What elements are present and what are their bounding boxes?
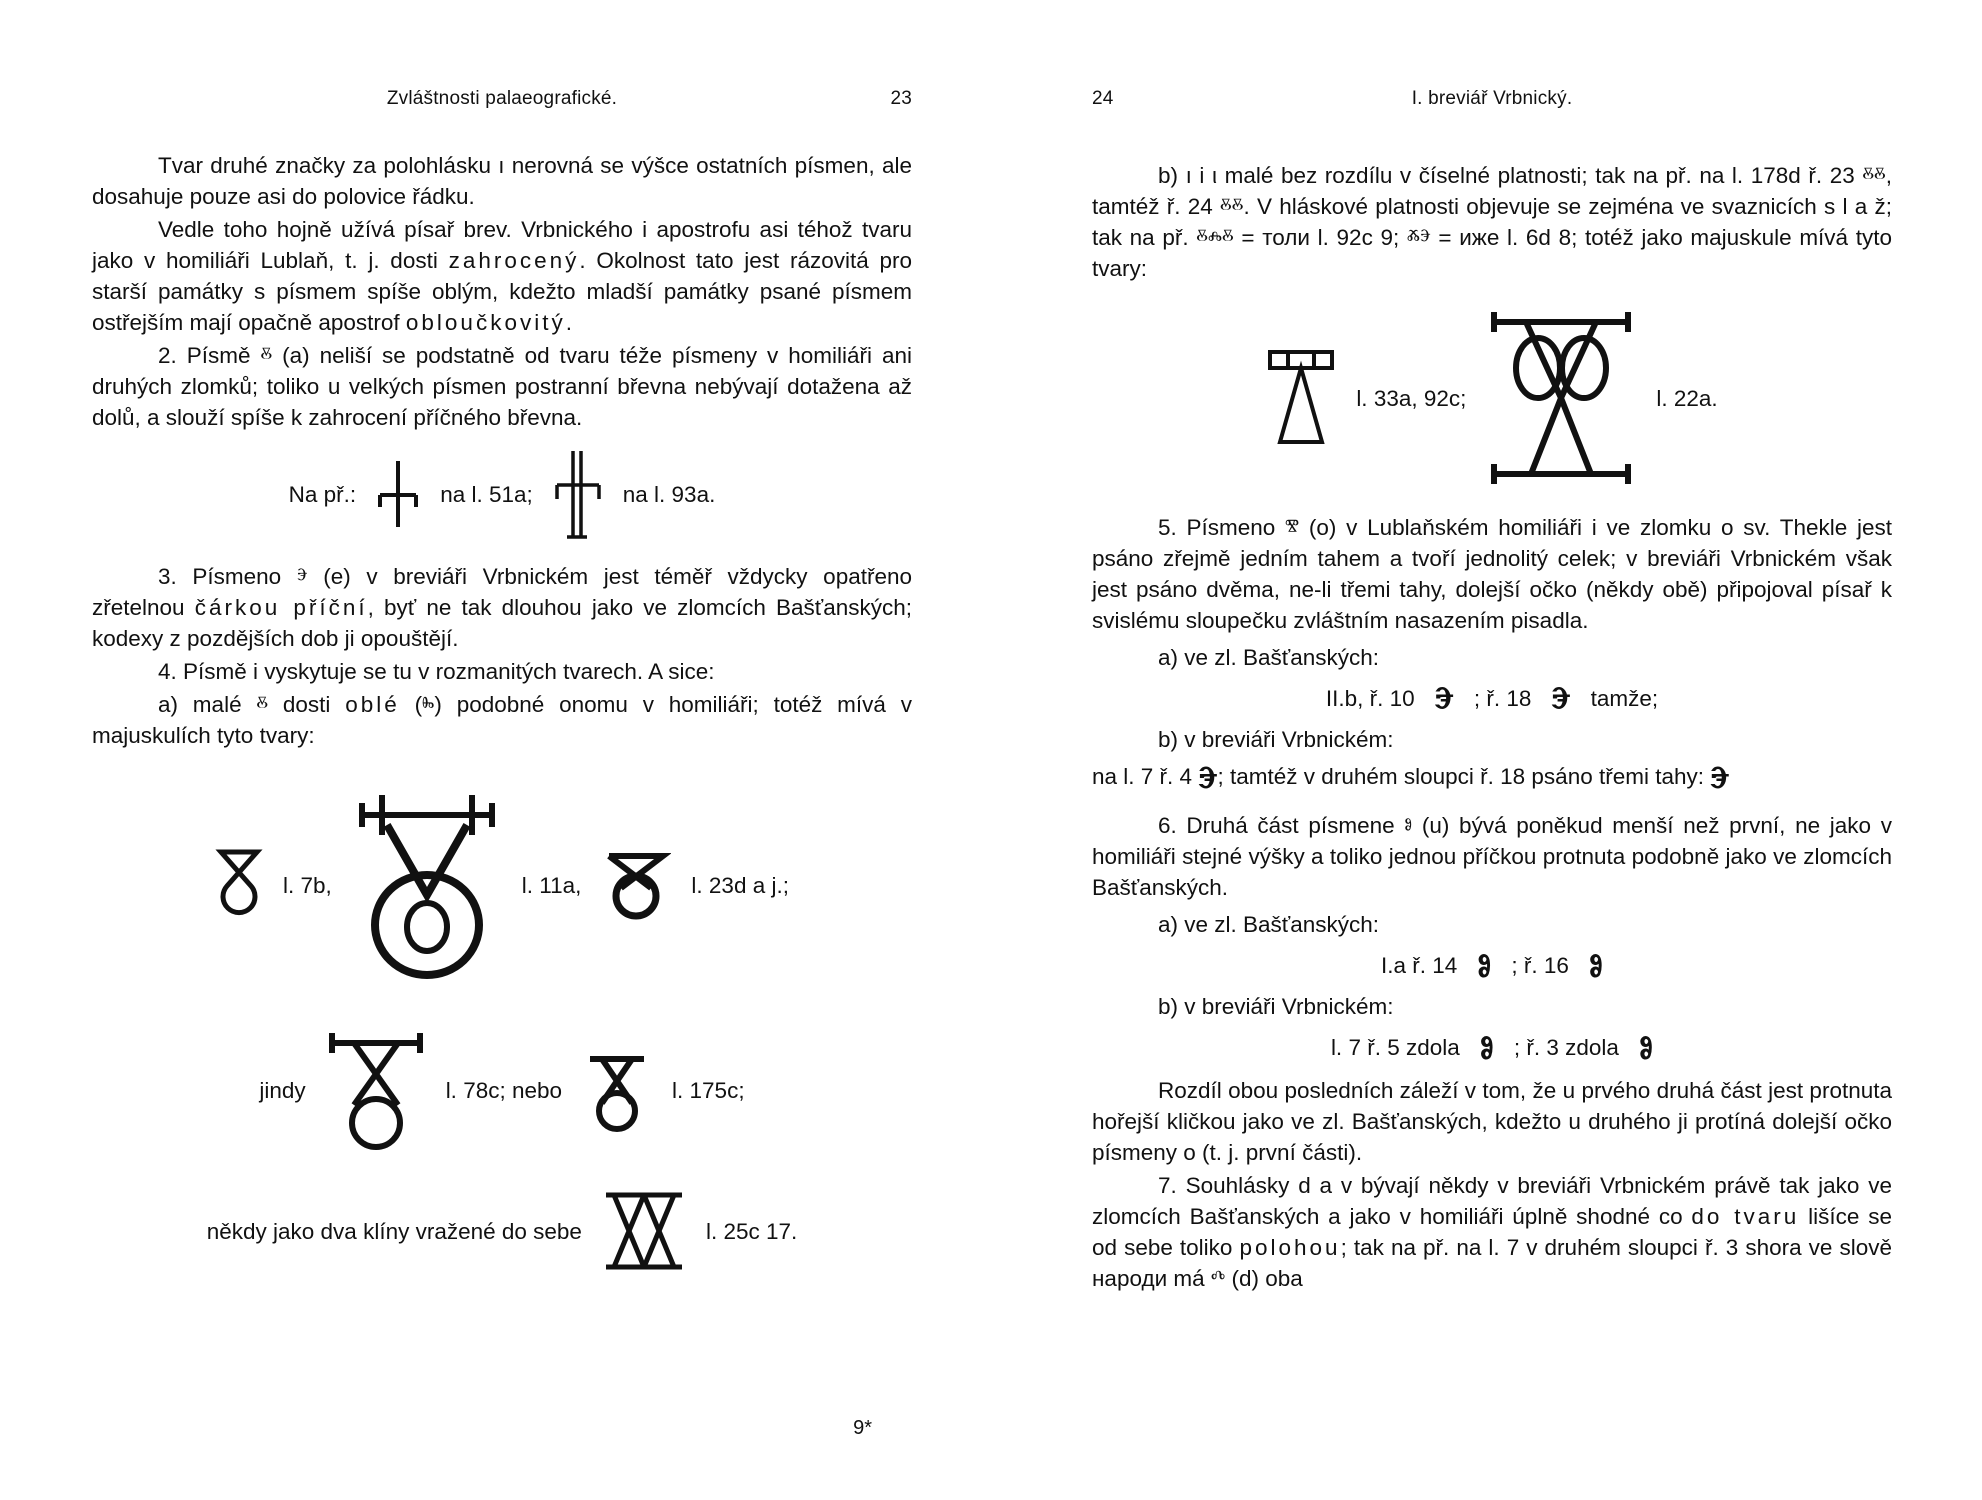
running-title: Zvláštnosti palaeografické.: [386, 88, 618, 109]
page-number: 24: [1092, 88, 1114, 109]
paragraph: Rozdíl obou posledních záleží v tom, že u prvého druhá část jest protnuta hořejší kličkou jako ve zl. Bašťanských, kdežto u druhého ji protíná dolejší očko písmeny o (t. j. první části).: [1092, 1077, 1892, 1165]
example-line: II.b, ř. 10 Ⰵ ; ř. 18 Ⰵ tamže;: [1325, 681, 1659, 716]
paragraph: Tvar druhé značky za polohlásku ı nerovná se výšce ostatních písmen, ale dosahuje pouze asi do polovice řádku.: [92, 153, 912, 209]
glagolitic-o-icon: Ⰵ: [1551, 681, 1571, 716]
paragraph: 6. Druhá část písmene ⱁ (u) bývá poněkud menší než první, ne jako v homiliáři stejné výšky a toliko jednou příčkou protnuta podobně jako ve zlomcích Bašťanských.: [1092, 812, 1892, 900]
glagolitic-a-glyph-2: [553, 449, 603, 539]
paragraph: 2. Písmě ⰻ (a) neliší se podstatně od tvaru téže písmeny v homiliáři ani druhých zlomků; toliko u velkých písmen postranní břevna nebývají dotažena až dolů, a slouží spíše k zahrocení příčného břevna.: [92, 343, 912, 430]
glagolitic-majuscule-glyph-2: [1486, 308, 1636, 488]
signature-mark: 9*: [853, 1417, 872, 1439]
subheading: a) ve zl. Bašťanských:: [1158, 645, 1380, 670]
glagolitic-u-icon: Ⱁ: [1588, 947, 1604, 983]
subheading: b) v breviáři Vrbnickém:: [1158, 727, 1394, 752]
glagolitic-i-glyph-2: [352, 785, 502, 985]
left-body: [92, 150, 912, 1283]
glagolitic-u-icon: Ⱁ: [1477, 947, 1492, 983]
example-line: I.a ř. 14 Ⱁ ; ř. 16 Ⱁ: [1380, 947, 1604, 983]
figure-i-glyphs-row1: l. 7b, l. 11a, l. 23d a j.;: [92, 785, 912, 985]
glagolitic-o-icon: Ⰵ: [1434, 681, 1454, 716]
paragraph: 5. Písmeno ⰺ (o) v Lublaňském homiliáři i ve zlomku o sv. Thekle jest psáno zřejmě jedním tahem a tvoří jednolitý celek; v breviáři Vrbnickém však jest psáno dvěma, ne-li třemi tahy, dolejší očko (někdy obě) připojoval písař k svislému sloupečku zvláštním nasazením pisadla.: [1092, 515, 1892, 633]
figure-majuscule-i: l. 33a, 92c; l. 22a.: [1092, 308, 1892, 488]
glagolitic-majuscule-glyph-1: [1266, 348, 1336, 448]
right-page: [1092, 0, 1892, 1500]
example-line: na l. 7 ř. 4 Ⰵ; tamtéž v druhém sloupci ř. 18 psáno třemi tahy: Ⰵ: [1092, 760, 1730, 796]
paragraph: 7. Souhlásky d a v bývají někdy v breviáři Vrbnickém právě tak jako ve zlomcích Bašťanských a jako v homiliáři úplně shodné co do tvaru lišíce se od sebe toliko polohou; tak na př. na l. 7 v druhém sloupci ř. 3 shora ve slově народи má ⰴ (d) oba: [1092, 1172, 1892, 1291]
running-title: I. breviář Vrbnický.: [1411, 88, 1573, 109]
paragraph: 3. Písmeno ⰵ (e) v breviáři Vrbnickém jest téměř vždycky opatřeno zřetelnou čárkou příční, byť ne tak dlouhou jako ve zlomcích Bašťanských; kodexy z pozdějších dob ji opouštějí.: [92, 564, 912, 651]
subheading: b) v breviáři Vrbnickém:: [1158, 993, 1394, 1019]
glagolitic-o-icon: Ⰵ: [1710, 760, 1730, 796]
glagolitic-u-icon: Ⱁ: [1479, 1029, 1494, 1065]
figure-a-glyphs: Na př.: na l. 51a; na l. 93a.: [92, 449, 912, 539]
example-line: l. 7 ř. 5 zdola Ⱁ ; ř. 3 zdola Ⱁ: [1330, 1029, 1654, 1065]
subheading: a) ve zl. Bašťanských:: [1158, 911, 1380, 937]
page-number: 23: [890, 88, 912, 109]
left-page: [92, 0, 912, 1500]
running-head-right: [1092, 88, 1892, 118]
figure-i-glyphs-row2: jindy l. 78c; nebo l. 175c;: [92, 1025, 912, 1155]
glagolitic-i-glyph-4: [326, 1025, 426, 1155]
glagolitic-i-glyph-3: [601, 850, 671, 920]
figure-wedges: někdy jako dva klíny vražené do sebe l. 25c 17.: [92, 1189, 912, 1273]
paragraph: b) ı i ι malé bez rozdílu v číselné platnosti; tak na př. na l. 178d ř. 23 ⰻⰻ, tamtéž ř. 24 ⰻⰻ. V hláskové platnosti objevuje se zejména ve svaznicích s l a ž; tak na př. ⰻⰾⰻ = толи l. 92c 9; ⰶⰵ = иже l. 6d 8; totéž jako majuskule mívá tyto tvary:: [1092, 163, 1892, 281]
glagolitic-i-glyph-5: [582, 1045, 652, 1135]
glagolitic-i-glyph-1: [215, 846, 263, 924]
paragraph: 4. Písmě i vyskytuje se tu v rozmanitých tvarech. A sice:: [158, 659, 715, 684]
right-body: [1092, 160, 1892, 1296]
glagolitic-o-icon: Ⰵ: [1198, 760, 1218, 796]
glagolitic-a-glyph-1: [376, 459, 420, 529]
paragraph: a) malé ⰻ dosti oblé (ⰸ) podobné onomu v homiliáři; totéž mívá v majuskulích tyto tvary:: [92, 692, 912, 748]
running-head-left: [92, 88, 912, 118]
glagolitic-wedge-glyph: [602, 1189, 686, 1273]
paragraph: Vedle toho hojně užívá písař brev. Vrbnického i apostrofu asi téhož tvaru jako v homiliáři Lublaň, t. j. dosti zahrocený. Okolnost tato jest rázovitá pro starší památky s písmem spíše oblým, kdežto mladší památky psané písmem ostřejším mají opačně apostrof obloučkovitý.: [92, 217, 912, 335]
glagolitic-u-icon: Ⱁ: [1638, 1029, 1654, 1065]
